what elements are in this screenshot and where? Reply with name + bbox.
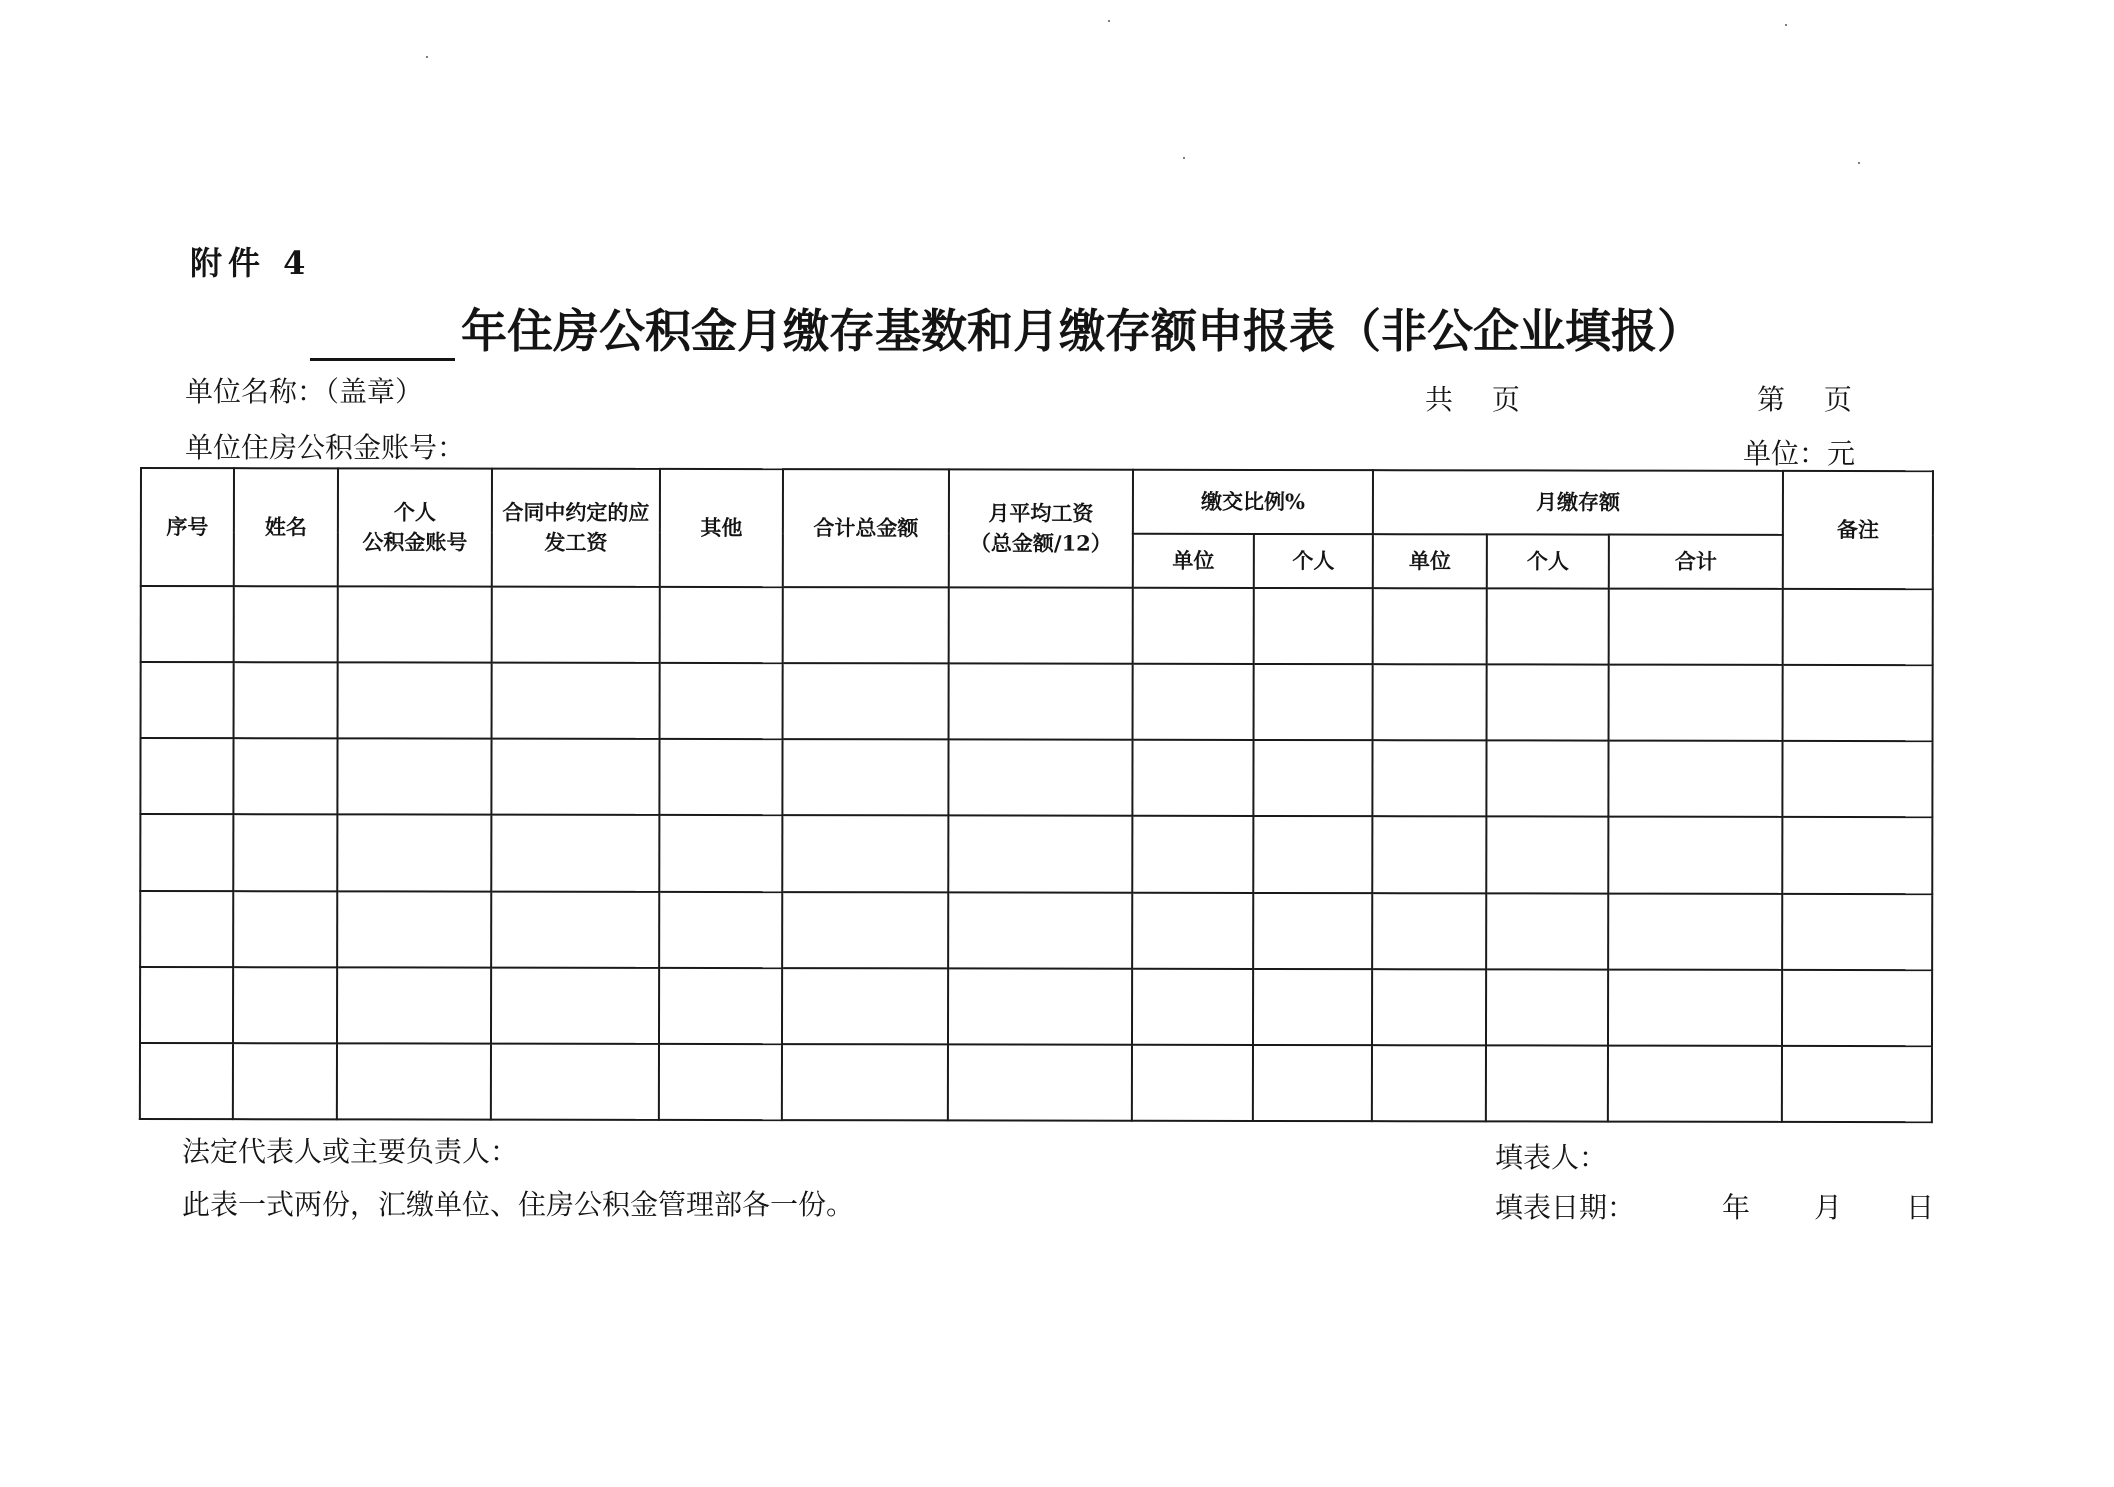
attachment-label: 附件 4: [190, 244, 312, 282]
header-monthly-average-line2: （总金额/12）: [969, 530, 1112, 556]
cell-remark[interactable]: [1783, 589, 1933, 665]
cell-monthly-unit[interactable]: [1373, 588, 1487, 664]
cell-personal-account[interactable]: [337, 1043, 491, 1119]
cell-contract-salary[interactable]: [492, 663, 660, 739]
table-row: [140, 814, 1932, 893]
cell-ratio-personal[interactable]: [1253, 893, 1372, 969]
cell-remark[interactable]: [1782, 1046, 1932, 1122]
scan-speck: [1183, 157, 1185, 159]
header-name: 姓名: [234, 468, 338, 586]
cell-seq[interactable]: [140, 814, 233, 890]
cell-contract-salary[interactable]: [491, 891, 659, 967]
cell-monthly-unit[interactable]: [1372, 740, 1486, 816]
cell-other[interactable]: [659, 1044, 782, 1120]
header-remark: 备注: [1783, 471, 1933, 589]
cell-contract-salary[interactable]: [492, 587, 660, 663]
cell-monthly-total[interactable]: [1609, 589, 1783, 665]
unit-account-label: 单位住房公积金账号：: [185, 431, 466, 464]
cell-remark[interactable]: [1783, 665, 1933, 741]
cell-ratio-personal[interactable]: [1253, 1045, 1372, 1121]
cell-seq[interactable]: [140, 891, 233, 967]
cell-monthly-personal[interactable]: [1486, 741, 1608, 817]
cell-monthly-total[interactable]: [1608, 1045, 1782, 1121]
cell-personal-account[interactable]: [338, 662, 492, 738]
fill-date-month: 月: [1814, 1191, 1843, 1224]
cell-monthly-total[interactable]: [1608, 817, 1782, 893]
cell-total-amount[interactable]: [782, 1044, 948, 1120]
scan-speck: [1858, 162, 1860, 164]
header-monthly-personal: 个人: [1487, 534, 1609, 588]
table-body: [140, 586, 1933, 1122]
fill-date-year: 年: [1722, 1191, 1751, 1224]
cell-personal-account[interactable]: [337, 967, 491, 1043]
header-ratio-unit: 单位: [1133, 534, 1254, 588]
cell-name[interactable]: [233, 1043, 337, 1119]
header-monthly-deposit: 月缴存额: [1373, 470, 1783, 535]
scan-speck: [1108, 20, 1110, 22]
header-total-amount: 合计总金额: [783, 469, 949, 587]
header-contract-salary-line1: 合同中约定的应: [502, 499, 650, 525]
header-monthly-total: 合计: [1609, 535, 1783, 589]
cell-name[interactable]: [233, 815, 337, 891]
cell-monthly-personal[interactable]: [1487, 664, 1609, 740]
page-number-label: 第 页: [1757, 383, 1852, 416]
cell-monthly-personal[interactable]: [1486, 1045, 1608, 1121]
cell-seq[interactable]: [141, 586, 234, 662]
table-row: [141, 586, 1933, 665]
cell-monthly-unit[interactable]: [1372, 817, 1486, 893]
cell-other[interactable]: [659, 891, 782, 967]
cell-monthly-unit[interactable]: [1372, 969, 1486, 1045]
scan-speck: [426, 56, 428, 58]
cell-monthly-unit[interactable]: [1372, 893, 1486, 969]
cell-monthly-total[interactable]: [1608, 741, 1782, 817]
cell-monthly-total[interactable]: [1609, 665, 1783, 741]
cell-remark[interactable]: [1782, 893, 1932, 969]
cell-monthly-average-salary[interactable]: [948, 968, 1132, 1044]
cell-name[interactable]: [234, 662, 338, 738]
cell-monthly-average-salary[interactable]: [948, 1044, 1132, 1120]
table-row: [140, 967, 1932, 1046]
currency-unit-label: 单位：元: [1743, 437, 1856, 470]
header-personal-account-line2: 公积金账号: [362, 529, 468, 555]
header-contribution-ratio: 缴交比例%: [1133, 470, 1373, 534]
form-title: [310, 295, 1703, 361]
cell-monthly-unit[interactable]: [1372, 1045, 1486, 1121]
header-personal-account-line1: 个人: [393, 499, 436, 525]
cell-personal-account[interactable]: [337, 739, 491, 815]
cell-ratio-personal[interactable]: [1253, 816, 1372, 892]
cell-ratio-personal[interactable]: [1254, 588, 1373, 664]
cell-monthly-personal[interactable]: [1486, 893, 1608, 969]
cell-ratio-unit[interactable]: [1132, 740, 1253, 816]
cell-name[interactable]: [233, 891, 337, 967]
fill-date-day: 日: [1906, 1191, 1935, 1224]
header-monthly-average-salary: [949, 469, 1133, 587]
cell-ratio-unit[interactable]: [1132, 1045, 1253, 1121]
cell-remark[interactable]: [1782, 970, 1932, 1046]
fill-date-label: 填表日期：: [1495, 1191, 1636, 1224]
legal-representative-label: 法定代表人或主要负责人：: [182, 1135, 519, 1168]
cell-other[interactable]: [659, 815, 782, 891]
form-title-text: 年住房公积金月缴存基数和月缴存额申报表（非公企业填报）: [461, 304, 1703, 358]
cell-total-amount[interactable]: [782, 892, 948, 968]
cell-personal-account[interactable]: [337, 815, 491, 891]
declaration-table: [139, 467, 1934, 1123]
cell-name[interactable]: [234, 586, 338, 662]
cell-monthly-personal[interactable]: [1486, 969, 1608, 1045]
cell-monthly-personal[interactable]: [1486, 817, 1608, 893]
header-other: 其他: [660, 469, 783, 587]
cell-seq[interactable]: [140, 967, 233, 1043]
cell-monthly-average-salary[interactable]: [949, 664, 1133, 740]
cell-ratio-unit[interactable]: [1133, 664, 1254, 740]
cell-other[interactable]: [659, 968, 782, 1044]
cell-ratio-unit[interactable]: [1132, 816, 1253, 892]
cell-contract-salary[interactable]: [491, 967, 659, 1043]
unit-name-label: 单位名称：（盖章）: [185, 375, 424, 408]
cell-monthly-average-salary[interactable]: [948, 740, 1132, 816]
header-ratio-personal: 个人: [1254, 534, 1373, 588]
cell-monthly-average-salary[interactable]: [948, 816, 1132, 892]
cell-ratio-unit[interactable]: [1133, 588, 1254, 664]
cell-name[interactable]: [233, 738, 337, 814]
cell-seq[interactable]: [140, 738, 233, 814]
cell-contract-salary[interactable]: [491, 739, 659, 815]
cell-monthly-unit[interactable]: [1373, 664, 1487, 740]
cell-monthly-personal[interactable]: [1487, 588, 1609, 664]
header-personal-account: [338, 468, 492, 586]
header-contract-salary-line2: 发工资: [544, 529, 608, 555]
filler-label: 填表人：: [1495, 1141, 1608, 1174]
copies-note: 此表一式两份，汇缴单位、住房公积金管理部各一份。: [182, 1188, 855, 1221]
cell-seq[interactable]: [140, 1043, 233, 1119]
header-contract-salary: [492, 469, 660, 587]
cell-seq[interactable]: [141, 662, 234, 738]
table-row: [140, 738, 1932, 817]
cell-ratio-personal[interactable]: [1253, 969, 1372, 1045]
cell-contract-salary[interactable]: [491, 1043, 659, 1119]
cell-other[interactable]: [659, 739, 782, 815]
year-blank-line[interactable]: [310, 312, 455, 361]
cell-name[interactable]: [233, 967, 337, 1043]
header-seq: 序号: [141, 468, 234, 586]
cell-total-amount[interactable]: [782, 816, 948, 892]
cell-ratio-unit[interactable]: [1132, 892, 1253, 968]
cell-other[interactable]: [660, 587, 783, 663]
cell-total-amount[interactable]: [783, 587, 949, 663]
scan-speck: [1785, 24, 1787, 26]
cell-monthly-average-salary[interactable]: [949, 587, 1133, 663]
header-monthly-average-line1: 月平均工资: [988, 500, 1094, 526]
header-monthly-unit: 单位: [1373, 534, 1487, 588]
cell-ratio-personal[interactable]: [1254, 664, 1373, 740]
cell-ratio-unit[interactable]: [1132, 968, 1253, 1044]
total-pages-label: 共 页: [1425, 383, 1520, 416]
table-row: [140, 891, 1932, 970]
cell-ratio-personal[interactable]: [1253, 740, 1372, 816]
table-row: [141, 662, 1933, 741]
cell-other[interactable]: [660, 663, 783, 739]
cell-monthly-total[interactable]: [1608, 969, 1782, 1045]
cell-monthly-total[interactable]: [1608, 893, 1782, 969]
cell-personal-account[interactable]: [337, 891, 491, 967]
cell-total-amount[interactable]: [782, 739, 948, 815]
table-row: [140, 1043, 1932, 1122]
cell-total-amount[interactable]: [783, 663, 949, 739]
cell-monthly-average-salary[interactable]: [948, 892, 1132, 968]
cell-contract-salary[interactable]: [491, 815, 659, 891]
cell-remark[interactable]: [1782, 741, 1932, 817]
cell-total-amount[interactable]: [782, 968, 948, 1044]
cell-personal-account[interactable]: [338, 586, 492, 662]
cell-remark[interactable]: [1782, 817, 1932, 893]
